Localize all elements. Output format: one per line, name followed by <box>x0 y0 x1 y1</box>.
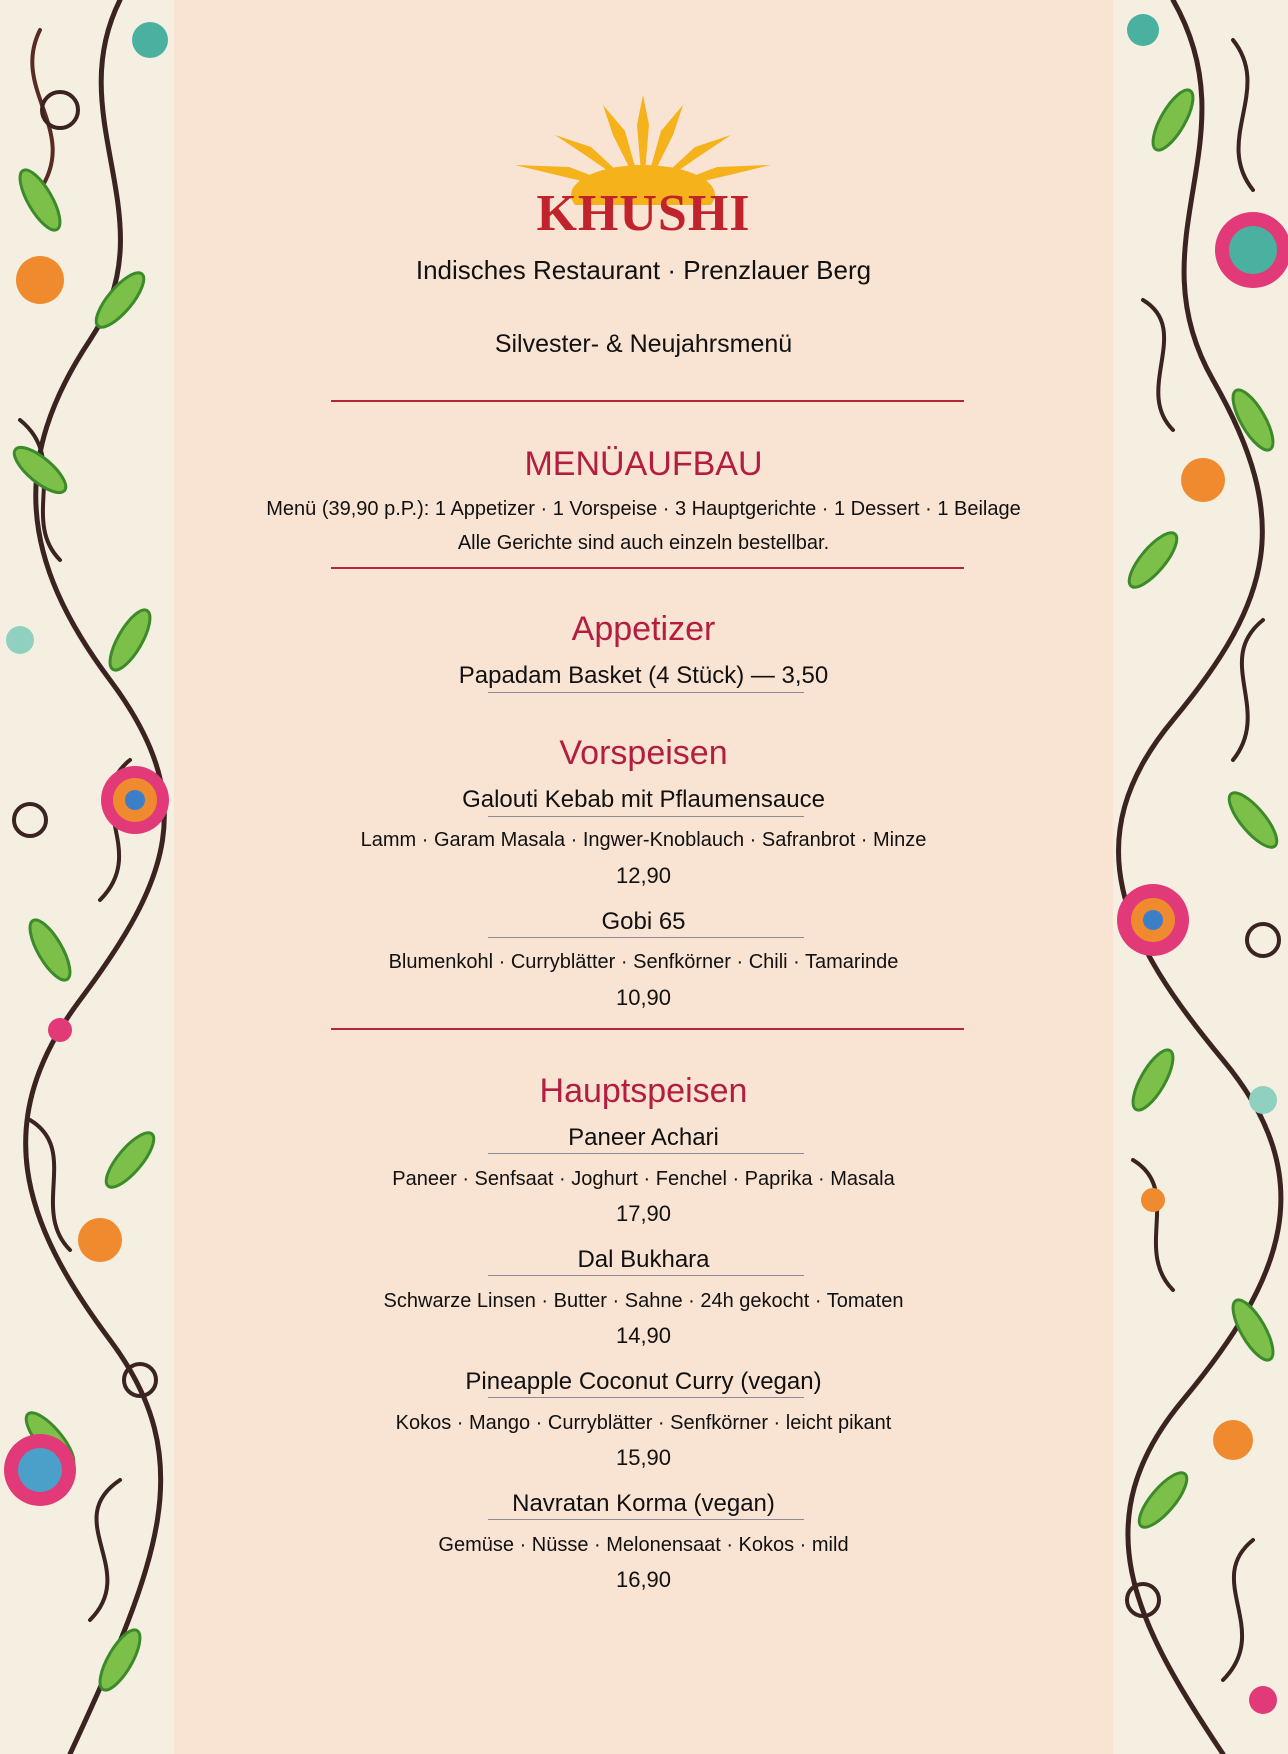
dish-price: 17,90 <box>615 1201 672 1226</box>
floral-border-right <box>1113 0 1288 1754</box>
section-title-menuaufbau: MENÜAUFBAU <box>524 445 763 483</box>
dish-price: 14,90 <box>615 1323 672 1348</box>
menu-occasion: Silvester- & Neujahrsmenü <box>494 330 793 358</box>
dish-description: Schwarze Linsen · Butter · Sahne · 24h gekocht · Tomaten <box>383 1290 904 1312</box>
dish-underline <box>488 1153 804 1154</box>
section-title-hauptspeisen: Hauptspeisen <box>539 1072 748 1110</box>
dish-underline <box>488 937 804 938</box>
divider <box>331 400 964 402</box>
dish-description: Lamm · Garam Masala · Ingwer-Knoblauch · Safranbrot · Minze <box>360 829 927 851</box>
dish-name: Dal Bukhara <box>577 1246 710 1273</box>
dish-description: Paneer · Senfsaat · Joghurt · Fenchel · Paprika · Masala <box>392 1168 895 1190</box>
floral-border-left <box>0 0 174 1754</box>
dish-price: 15,90 <box>615 1445 672 1470</box>
dish-underline <box>488 1275 804 1276</box>
floral-embroidery-border <box>0 0 174 1754</box>
dish-name: Galouti Kebab mit Pflaumensauce <box>462 786 825 813</box>
dish-underline <box>488 1519 804 1520</box>
dish-price: 16,90 <box>615 1567 672 1592</box>
dish-name: Navratan Korma (vegan) <box>512 1490 775 1517</box>
divider <box>331 567 964 569</box>
dish-underline <box>488 816 804 817</box>
dish-underline <box>488 692 804 693</box>
appetizer-item: Papadam Basket (4 Stück) — 3,50 <box>458 662 829 689</box>
brand-name: KHUSHI <box>536 185 751 242</box>
section-title-appetizer: Appetizer <box>571 610 716 648</box>
dish-description: Gemüse · Nüsse · Melonensaat · Kokos · mild <box>438 1534 849 1556</box>
floral-embroidery-border <box>1113 0 1288 1754</box>
menu-info: Menü (39,90 p.P.): 1 Appetizer · 1 Vorspeise · 3 Hauptgerichte · 1 Dessert · 1 Beilage <box>266 498 1021 520</box>
menu-panel <box>174 0 1113 1754</box>
dish-description: Blumenkohl · Curryblätter · Senfkörner · Chili · Tamarinde <box>388 951 899 973</box>
dish-price: 12,90 <box>615 863 672 888</box>
dish-name: Gobi 65 <box>601 908 686 935</box>
dish-name: Paneer Achari <box>568 1124 719 1151</box>
dish-name: Pineapple Coconut Curry (vegan) <box>465 1368 822 1395</box>
menu-note: Alle Gerichte sind auch einzeln bestellbar. <box>457 532 830 554</box>
dish-description: Kokos · Mango · Curryblätter · Senfkörner · leicht pikant <box>395 1412 892 1434</box>
dish-price: 10,90 <box>615 985 672 1010</box>
restaurant-subtitle: Indisches Restaurant · Prenzlauer Berg <box>415 255 872 285</box>
section-title-vorspeisen: Vorspeisen <box>559 734 728 772</box>
dish-underline <box>488 1397 804 1398</box>
divider <box>331 1028 964 1030</box>
